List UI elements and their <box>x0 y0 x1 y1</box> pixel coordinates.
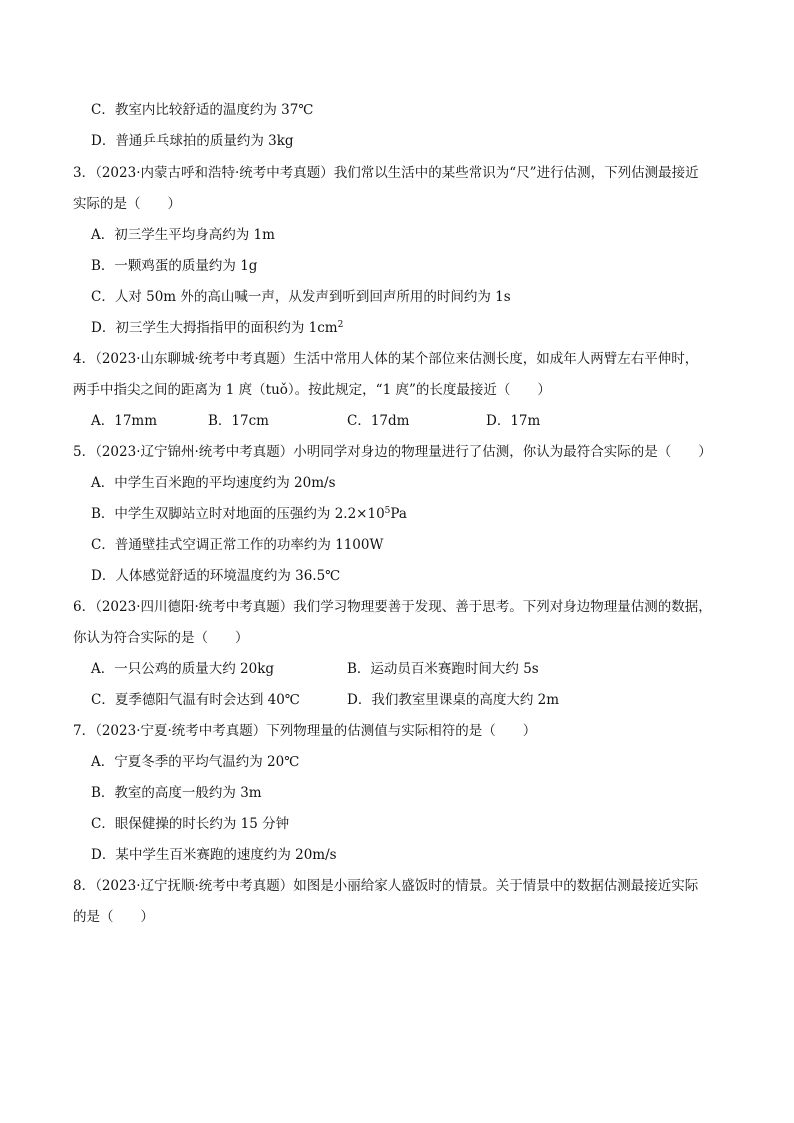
question-8-stem-cont: 的是（ ） <box>73 909 154 925</box>
question-5-stem: 5．（2023·辽宁锦州·统考中考真题）小明同学对身边的物理量进行了估测，你认为最符合实际的是（ ） <box>73 444 712 460</box>
question-4-stem: 4．（2023·山东聊城·统考中考真题）生活中常用人体的某个部位来估测长度，如成年人两臂左右平伸时， <box>73 351 699 367</box>
question-3-stem: 3．（2023·内蒙古呼和浩特·统考中考真题）我们常以生活中的某些常识为“尺”进行估测，下列估测最接近 <box>73 165 699 181</box>
q3-option-b: B．一颗鸡蛋的质量约为 1g <box>91 258 258 274</box>
question-4-stem-cont: 两手中指尖之间的距离为 1 庹（tuǒ）。按此规定，“1 庹”的长度最接近（ ） <box>73 382 551 398</box>
q2-option-d: D．普通乒乓球拍的质量约为 3kg <box>91 133 294 149</box>
q4-option-d: D．17m <box>486 413 541 429</box>
q5-option-b-unit: Pa <box>390 506 407 522</box>
q6-option-a: A．一只公鸡的质量大约 20kg <box>91 661 275 677</box>
q3-option-d-text: D．初三学生大拇指指甲的面积约为 1cm <box>91 320 338 336</box>
q4-option-a: A．17mm <box>91 413 158 429</box>
q7-option-c: C．眼保健操的时长约为 15 分钟 <box>91 816 290 832</box>
q5-option-b-exponent: 5 <box>384 506 391 516</box>
q3-option-d <box>91 319 343 337</box>
q3-option-a: A．初三学生平均身高约为 1m <box>91 227 275 243</box>
q6-option-d: D．我们教室里课桌的高度大约 2m <box>347 692 560 708</box>
q5-option-b-text: B．中学生双脚站立时对地面的压强约为 2.2×10 <box>91 506 385 522</box>
q4-option-c: C．17dm <box>347 413 410 429</box>
q5-option-c: C．普通壁挂式空调正常工作的功率约为 1100W <box>91 537 384 553</box>
question-6-stem-cont: 你认为符合实际的是（ ） <box>73 630 249 646</box>
q7-option-a: A．宁夏冬季的平均气温约为 20℃ <box>91 754 300 770</box>
q2-option-c: C．教室内比较舒适的温度约为 37℃ <box>91 102 314 118</box>
q5-option-d: D．人体感觉舒适的环境温度约为 36.5℃ <box>91 568 341 584</box>
q6-option-c: C．夏季德阳气温有时会达到 40℃ <box>91 692 300 708</box>
q5-option-a: A．中学生百米跑的平均速度约为 20m/s <box>91 475 336 491</box>
q4-option-b: B．17cm <box>208 413 269 429</box>
question-3-stem-cont: 实际的是（ ） <box>73 196 181 212</box>
q3-option-d-exponent: 2 <box>337 320 344 330</box>
question-8-stem: 8．（2023·辽宁抚顺·统考中考真题）如图是小丽给家人盛饭时的情景。关于情景中的数据估测最接近实际 <box>73 878 699 894</box>
q7-option-b: B．教室的高度一般约为 3m <box>91 785 262 801</box>
question-7-stem: 7．（2023·宁夏·统考中考真题）下列物理量的估测值与实际相符的是（ ） <box>73 723 537 739</box>
question-6-stem: 6．（2023·四川德阳·统考中考真题）我们学习物理要善于发现、善于思考。下列对身边物理量估测的数据， <box>73 599 712 615</box>
q3-option-c: C．人对 50m 外的高山喊一声，从发声到听到回声所用的时间约为 1s <box>91 289 511 305</box>
q6-option-b: B．运动员百米赛跑时间大约 5s <box>347 661 539 677</box>
q5-option-b <box>91 505 407 523</box>
q7-option-d: D．某中学生百米赛跑的速度约为 20m/s <box>91 847 337 863</box>
